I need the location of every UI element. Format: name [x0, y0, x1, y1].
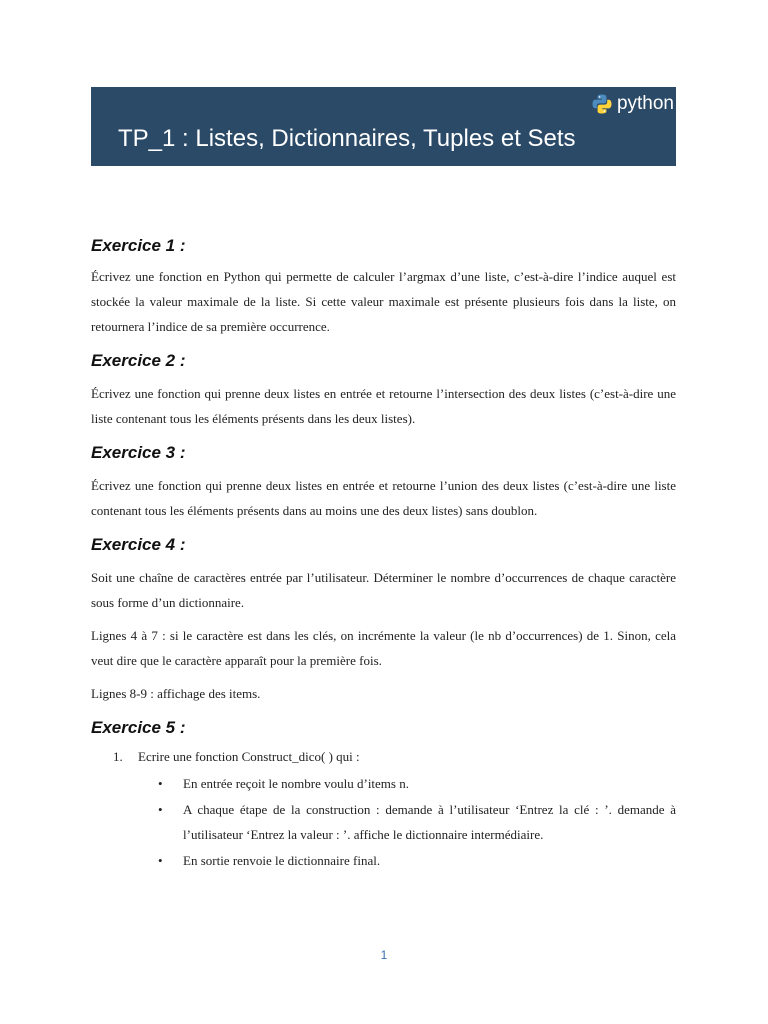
bullet-item: • En sortie renvoie le dictionnaire final.: [183, 848, 676, 873]
bullet-item: • En entrée reçoit le nombre voulu d’items n.: [183, 771, 676, 796]
exercise-5-heading: Exercice 5 :: [91, 718, 186, 737]
exercise-3-text: Écrivez une fonction qui prenne deux listes en entrée et retourne l’union des deux listes (c’est-à-dire une liste contenant tous les éléments présents dans au moins une des deux listes) sans doublon.: [91, 478, 676, 518]
exercise-1-text: Écrivez une fonction en Python qui permette de calculer l’argmax d’une liste, c’est-à-dire l’indice auquel est stockée la valeur maximale de la liste. Si cette valeur maximale est présente plusieurs fois dans la liste, on retournera l’indice de sa première occurrence.: [91, 269, 676, 334]
exercise-4-lines-8-9: Lignes 8-9 : affichage des items.: [91, 686, 261, 701]
list-item-text: Ecrire une fonction Construct_dico( ) qui :: [138, 749, 360, 764]
exercise-1-heading: Exercice 1 :: [91, 236, 186, 255]
title-banner: [91, 87, 676, 166]
list-number: 1.: [113, 749, 123, 764]
exercise-4-heading: Exercice 4 :: [91, 535, 186, 554]
exercise-4-lines-4-7: Lignes 4 à 7 : si le caractère est dans les clés, on incrémente la valeur (le nb d’occurrences) de 1. Sinon, cela veut dire que le caractère apparaît pour la première fois.: [91, 628, 676, 668]
list-item: [91, 744, 676, 769]
bullet-list: [91, 771, 676, 873]
page-number: 1: [380, 948, 388, 962]
exercise-2-text: Écrivez une fonction qui prenne deux listes en entrée et retourne l’intersection des deux listes (c’est-à-dire une liste contenant tous les éléments présents dans les deux listes).: [91, 386, 676, 426]
bullet-item: • A chaque étape de la construction : demande à l’utilisateur ‘Entrez la clé : ’. demande à l’utilisateur ‘Entrez la valeur : ’. affiche le dictionnaire intermédiaire.: [183, 797, 676, 847]
exercise-4-text: Soit une chaîne de caractères entrée par l’utilisateur. Déterminer le nombre d’occurrences de chaque caractère sous forme d’un dictionnaire.: [91, 570, 676, 610]
python-logo-text: python: [616, 93, 674, 114]
exercise-5-list: [91, 744, 676, 873]
python-logo: [591, 91, 674, 117]
exercise-2-heading: Exercice 2 :: [91, 351, 186, 370]
exercise-3-heading: Exercice 3 :: [91, 443, 186, 462]
python-logo-icon: [591, 93, 613, 115]
document-body: [91, 234, 676, 874]
page-title: TP_1 : Listes, Dictionnaires, Tuples et Sets: [118, 125, 576, 152]
